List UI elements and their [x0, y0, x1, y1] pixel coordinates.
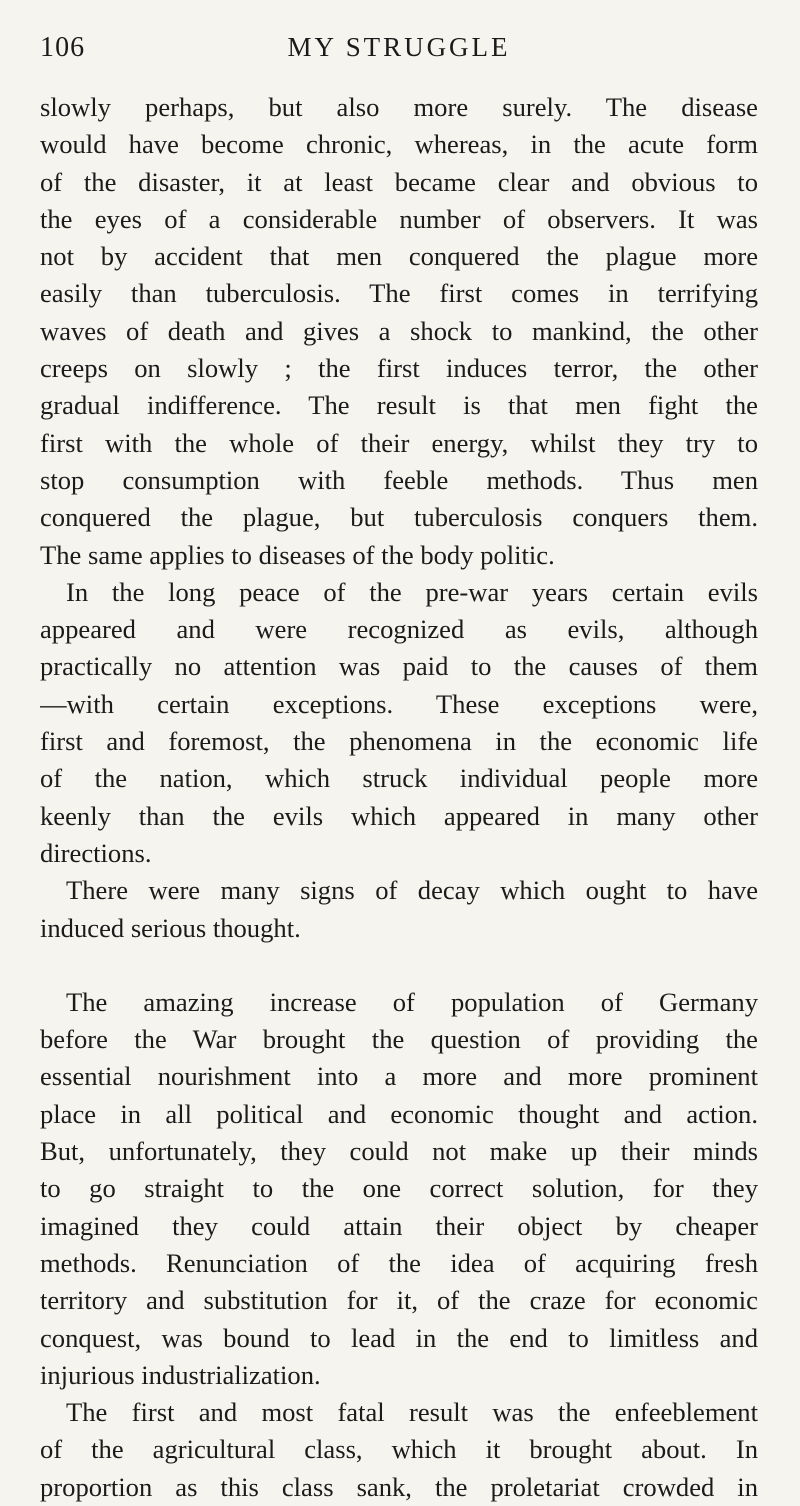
text-line: practically no attention was paid to the causes of them	[40, 651, 758, 682]
body-text	[40, 89, 758, 1506]
text-line: imagined they could attain their object by cheaper	[40, 1210, 758, 1241]
text-line: —with certain exceptions. These exceptions were,	[40, 688, 758, 719]
text-line: not by accident that men conquered the plague more	[40, 241, 758, 272]
text-line: of the nation, which struck individual people more	[40, 763, 758, 794]
text-line: gradual indifference. The result is that men fight the	[40, 390, 758, 421]
text-line: proportion as this class sank, the proletariat crowded in	[40, 1471, 758, 1502]
text-line: first and foremost, the phenomena in the economic life	[40, 726, 758, 757]
section-break	[40, 947, 758, 984]
text-line: stop consumption with feeble methods. Thus men	[40, 464, 758, 495]
paragraph	[40, 89, 758, 574]
text-line: injurious industrialization.	[40, 1359, 321, 1390]
text-line: before the War brought the question of providing the	[40, 1024, 758, 1055]
text-line: conquered the plague, but tuberculosis conquers them.	[40, 502, 758, 533]
text-line: first with the whole of their energy, whilst they try to	[40, 427, 758, 458]
text-line: There were many signs of decay which ought to have	[66, 875, 758, 906]
text-line: easily than tuberculosis. The first comes in terrifying	[40, 278, 758, 309]
text-line: The amazing increase of population of Germany	[66, 986, 758, 1017]
text-line: the eyes of a considerable number of observers. It was	[40, 203, 758, 234]
paragraph	[40, 1394, 758, 1506]
text-line: territory and substitution for it, of the craze for economic	[40, 1285, 758, 1316]
book-page	[40, 26, 758, 1506]
text-line: But, unfortunately, they could not make up their minds	[40, 1136, 758, 1167]
text-line: appeared and were recognized as evils, although	[40, 614, 758, 645]
text-line: induced serious thought.	[40, 912, 301, 943]
text-line: creeps on slowly ; the first induces terror, the other	[40, 353, 758, 384]
text-line: waves of death and gives a shock to mankind, the other	[40, 315, 758, 346]
page-number: 106	[40, 32, 86, 63]
text-line: conquest, was bound to lead in the end to limitless and	[40, 1322, 758, 1353]
page-header	[40, 26, 758, 72]
text-line: place in all political and economic thought and action.	[40, 1098, 758, 1129]
text-line: of the agricultural class, which it brought about. In	[40, 1434, 758, 1465]
text-line: of the disaster, it at least became clear and obvious to	[40, 166, 758, 197]
text-line: In the long peace of the pre-war years certain evils	[66, 576, 758, 607]
text-line: to go straight to the one correct solution, for they	[40, 1173, 758, 1204]
text-line: directions.	[40, 837, 152, 868]
running-title: MY STRUGGLE	[287, 32, 511, 62]
text-line: methods. Renunciation of the idea of acquiring fresh	[40, 1247, 758, 1278]
text-line: essential nourishment into a more and more prominent	[40, 1061, 758, 1092]
text-line: The first and most fatal result was the enfeeblement	[66, 1397, 758, 1428]
paragraph	[40, 574, 758, 872]
paragraph	[40, 872, 758, 947]
text-line: would have become chronic, whereas, in the acute form	[40, 129, 758, 160]
paragraph	[40, 984, 758, 1394]
text-line: slowly perhaps, but also more surely. The disease	[40, 92, 758, 122]
text-line: The same applies to diseases of the body politic.	[40, 539, 555, 570]
text-line: keenly than the evils which appeared in many other	[40, 800, 758, 831]
